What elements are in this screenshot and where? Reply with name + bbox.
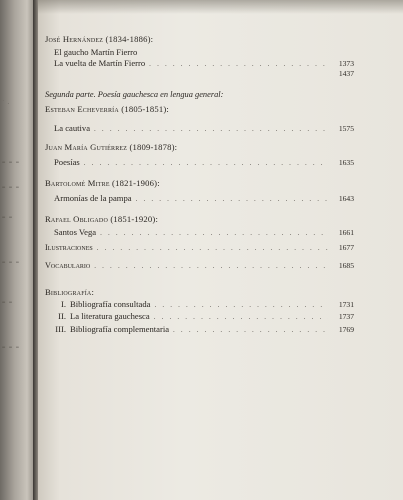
leader-dots (94, 125, 328, 133)
toc-entry-page: 1731 (338, 300, 354, 309)
toc-entry-title: El gaucho Martín Fierro (54, 47, 138, 57)
toc-entry (54, 47, 354, 57)
leader-dots (149, 60, 328, 68)
toc-entry-title: Bibliografía consultada (70, 299, 151, 309)
toc-entry-title: La cautiva (54, 123, 91, 133)
toc-author-mitre: Bartolomé Mitre (1821-1906): (45, 178, 160, 188)
toc-author-echeverria: Esteban Echeverría (1805-1851): (45, 104, 170, 114)
leader-dots (136, 195, 328, 203)
toc-author-obligado: Rafael Obligado (1851-1920): (45, 214, 159, 224)
toc-entry-page: 1643 (338, 194, 354, 203)
toc-entry-title: Santos Vega (54, 227, 97, 237)
toc-entry-page: 1677 (338, 243, 354, 252)
toc-entry-page: 1437 (338, 69, 354, 78)
toc-entry (54, 299, 354, 309)
toc-entry-title: Bibliografía complementaria (70, 324, 170, 334)
leader-dots (97, 244, 328, 252)
leader-dots (154, 313, 328, 321)
toc-entry (54, 227, 354, 237)
toc-entry-number: III. (55, 324, 66, 334)
bleed-through-mark: ≡ ≡ ≡ (2, 160, 21, 166)
toc-entry-page: 1769 (338, 325, 354, 334)
leader-dots (154, 301, 328, 309)
toc-entry (54, 324, 354, 334)
toc-author-gutierrez: Juan María Gutiérrez (1809-1878): (45, 142, 178, 152)
toc-entry-page: 1661 (338, 228, 354, 237)
leader-dots (173, 326, 328, 334)
toc-entry-page: 1635 (338, 158, 354, 167)
toc-entry (54, 193, 354, 203)
toc-entry-ilustraciones (45, 243, 354, 252)
toc-entry-title: La literatura gauchesca (70, 311, 150, 321)
bleed-through-mark: ≡ ≡ ≡ (2, 345, 21, 351)
toc-entry-title: Poesías (54, 157, 80, 167)
toc-entry-title: Armonías de la pampa (54, 193, 132, 203)
toc-entry-number: II. (58, 311, 66, 321)
toc-entry-title: Ilustraciones (45, 243, 93, 252)
bleed-through-mark: ≡ ≡ ≡ (2, 185, 21, 191)
leader-dots (94, 262, 328, 270)
leader-dots (84, 159, 328, 167)
toc-entry-page: 1373 (338, 59, 354, 68)
toc-section-heading: Segunda parte. Poesía gauchesca en lengua general: (45, 90, 224, 99)
toc-entry-title: Vocabulario (45, 261, 91, 270)
toc-entry (54, 58, 354, 68)
bleed-through-mark: ≡ ≡ (2, 300, 14, 306)
toc-bibliografia-heading: Bibliografía: (45, 287, 95, 297)
leader-dots (100, 229, 328, 237)
bleed-through-mark: ` . (2, 100, 10, 106)
toc-entry (54, 123, 354, 133)
toc-entry (54, 157, 354, 167)
toc-entry-title: La vuelta de Martín Fierro (54, 58, 146, 68)
page-shadow (38, 0, 403, 14)
toc-entry-vocabulario (45, 261, 354, 270)
toc-entry (54, 311, 354, 321)
toc-entry-page: 1737 (338, 312, 354, 321)
toc-author-hernandez: José Hernández (1834-1886): (45, 34, 154, 44)
bleed-through-mark: ≡ ≡ ≡ (2, 260, 21, 266)
book-page (38, 0, 403, 500)
toc-entry-page: 1685 (338, 261, 354, 270)
toc-entry-page: 1575 (338, 124, 354, 133)
facing-page-edge (0, 0, 36, 500)
toc-entry-number: I. (60, 299, 66, 309)
bleed-through-mark: ≡ ≡ (2, 215, 14, 221)
